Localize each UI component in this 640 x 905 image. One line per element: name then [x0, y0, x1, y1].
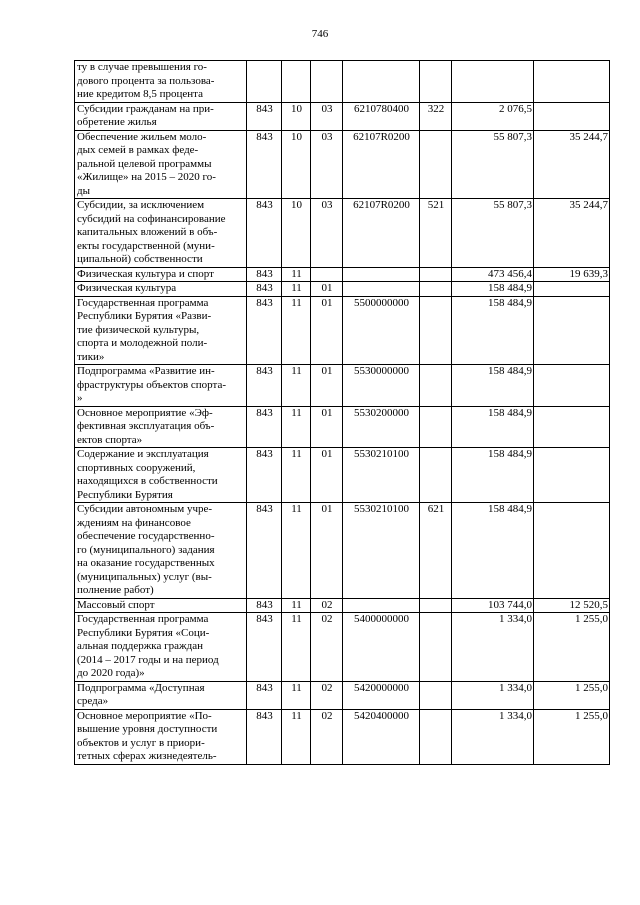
federal-amount-cell: 1 255,0	[534, 613, 610, 682]
ved-cell: 843	[247, 296, 282, 365]
ved-cell: 843	[247, 503, 282, 599]
subsection-cell	[311, 61, 343, 103]
expense-type-cell: 621	[420, 503, 452, 599]
federal-amount-cell: 35 244,7	[534, 199, 610, 268]
section-cell: 11	[282, 598, 311, 613]
ved-cell: 843	[247, 448, 282, 503]
section-cell: 11	[282, 448, 311, 503]
row-name-cell: Подпрограмма «Доступная среда»	[75, 681, 247, 709]
federal-amount-cell	[534, 102, 610, 130]
target-article-cell: 5530210100	[343, 448, 420, 503]
subsection-cell: 01	[311, 365, 343, 407]
target-article-cell: 62107R0200	[343, 199, 420, 268]
target-article-cell: 62107R0200	[343, 130, 420, 199]
target-article-cell	[343, 61, 420, 103]
ved-cell: 843	[247, 681, 282, 709]
section-cell: 11	[282, 267, 311, 282]
table-row	[75, 199, 610, 268]
row-name-cell: Обеспечение жильем моло- дых семей в рамках федe- ральной целевой программы «Жилище» на 2015 – 2020 го- ды	[75, 130, 247, 199]
table-row	[75, 709, 610, 764]
federal-amount-cell: 12 520,5	[534, 598, 610, 613]
amount-cell: 1 334,0	[452, 613, 534, 682]
section-cell: 11	[282, 365, 311, 407]
expense-type-cell	[420, 613, 452, 682]
expense-type-cell	[420, 61, 452, 103]
subsection-cell: 02	[311, 709, 343, 764]
amount-cell: 2 076,5	[452, 102, 534, 130]
subsection-cell: 01	[311, 296, 343, 365]
amount-cell: 158 484,9	[452, 282, 534, 297]
subsection-cell: 02	[311, 598, 343, 613]
amount-cell: 158 484,9	[452, 406, 534, 448]
table-row	[75, 130, 610, 199]
table-row	[75, 406, 610, 448]
subsection-cell: 02	[311, 681, 343, 709]
amount-cell: 158 484,9	[452, 296, 534, 365]
federal-amount-cell	[534, 365, 610, 407]
row-name-cell: Физическая культура	[75, 282, 247, 297]
section-cell: 11	[282, 406, 311, 448]
row-name-cell: ту в случае превышения го- дового процента за пользова- ние кредитом 8,5 процента	[75, 61, 247, 103]
subsection-cell: 01	[311, 503, 343, 599]
section-cell: 11	[282, 282, 311, 297]
section-cell: 11	[282, 681, 311, 709]
section-cell: 10	[282, 102, 311, 130]
ved-cell: 843	[247, 130, 282, 199]
row-name-cell: Государственная программа Республики Бурятия «Соци- альная поддержка граждан (2014 – 2017 годы и на период до 2020 года)»	[75, 613, 247, 682]
subsection-cell: 01	[311, 448, 343, 503]
federal-amount-cell	[534, 503, 610, 599]
row-name-cell: Субсидии гражданам на при- обретение жилья	[75, 102, 247, 130]
target-article-cell: 5530000000	[343, 365, 420, 407]
federal-amount-cell: 1 255,0	[534, 681, 610, 709]
amount-cell: 1 334,0	[452, 709, 534, 764]
amount-cell: 158 484,9	[452, 448, 534, 503]
row-name-cell: Массовый спорт	[75, 598, 247, 613]
ved-cell	[247, 61, 282, 103]
subsection-cell: 03	[311, 102, 343, 130]
federal-amount-cell	[534, 296, 610, 365]
section-cell: 11	[282, 613, 311, 682]
table-row	[75, 365, 610, 407]
ved-cell: 843	[247, 282, 282, 297]
target-article-cell: 5530200000	[343, 406, 420, 448]
federal-amount-cell	[534, 406, 610, 448]
row-name-cell: Подпрограмма «Развитие ин- фраструктуры объектов спорта- »	[75, 365, 247, 407]
subsection-cell	[311, 267, 343, 282]
subsection-cell: 02	[311, 613, 343, 682]
subsection-cell: 03	[311, 199, 343, 268]
row-name-cell: Основное мероприятие «Эф- фективная эксплуатация объ- ектов спорта»	[75, 406, 247, 448]
table-row	[75, 267, 610, 282]
table-row	[75, 296, 610, 365]
federal-amount-cell	[534, 448, 610, 503]
section-cell: 11	[282, 709, 311, 764]
subsection-cell: 03	[311, 130, 343, 199]
subsection-cell: 01	[311, 282, 343, 297]
row-name-cell: Субсидии, за исключением субсидий на софинансирование капитальных вложений в объ- екты государственной (муни- ципальной) собственности	[75, 199, 247, 268]
expense-type-cell	[420, 365, 452, 407]
target-article-cell: 6210780400	[343, 102, 420, 130]
table-row	[75, 448, 610, 503]
amount-cell	[452, 61, 534, 103]
row-name-cell: Содержание и эксплуатация спортивных сооружений, находящихся в собственности Республики Бурятия	[75, 448, 247, 503]
amount-cell: 103 744,0	[452, 598, 534, 613]
table-row	[75, 503, 610, 599]
budget-table	[74, 60, 610, 765]
section-cell: 10	[282, 199, 311, 268]
expense-type-cell	[420, 282, 452, 297]
amount-cell: 1 334,0	[452, 681, 534, 709]
target-article-cell: 5530210100	[343, 503, 420, 599]
expense-type-cell	[420, 296, 452, 365]
ved-cell: 843	[247, 267, 282, 282]
expense-type-cell	[420, 448, 452, 503]
expense-type-cell	[420, 130, 452, 199]
target-article-cell	[343, 267, 420, 282]
section-cell: 11	[282, 296, 311, 365]
amount-cell: 55 807,3	[452, 199, 534, 268]
amount-cell: 158 484,9	[452, 503, 534, 599]
ved-cell: 843	[247, 613, 282, 682]
expense-type-cell	[420, 267, 452, 282]
amount-cell: 158 484,9	[452, 365, 534, 407]
target-article-cell	[343, 598, 420, 613]
amount-cell: 473 456,4	[452, 267, 534, 282]
target-article-cell: 5420400000	[343, 709, 420, 764]
ved-cell: 843	[247, 709, 282, 764]
expense-type-cell	[420, 406, 452, 448]
amount-cell: 55 807,3	[452, 130, 534, 199]
ved-cell: 843	[247, 102, 282, 130]
table-row	[75, 61, 610, 103]
target-article-cell: 5500000000	[343, 296, 420, 365]
table-row	[75, 598, 610, 613]
target-article-cell: 5420000000	[343, 681, 420, 709]
ved-cell: 843	[247, 598, 282, 613]
section-cell: 11	[282, 503, 311, 599]
ved-cell: 843	[247, 365, 282, 407]
ved-cell: 843	[247, 199, 282, 268]
page-number: 746	[311, 28, 329, 40]
federal-amount-cell: 1 255,0	[534, 709, 610, 764]
row-name-cell: Государственная программа Республики Бурятия «Разви- тие физической культуры, спорта и молодежной поли- тики»	[75, 296, 247, 365]
expense-type-cell	[420, 598, 452, 613]
expense-type-cell	[420, 709, 452, 764]
expense-type-cell	[420, 681, 452, 709]
table-row	[75, 102, 610, 130]
table-row	[75, 282, 610, 297]
section-cell	[282, 61, 311, 103]
table-row	[75, 681, 610, 709]
section-cell: 10	[282, 130, 311, 199]
subsection-cell: 01	[311, 406, 343, 448]
row-name-cell: Физическая культура и спорт	[75, 267, 247, 282]
row-name-cell: Субсидии автономным учре- ждениям на финансовое обеспечение государственно- го (муниципального) задания на оказание государственных (муниципальных) услуг (вы- полнение работ)	[75, 503, 247, 599]
federal-amount-cell: 19 639,3	[534, 267, 610, 282]
federal-amount-cell	[534, 61, 610, 103]
row-name-cell: Основное мероприятие «По- вышение уровня доступности объектов и услуг в приори- тетных сферах жизнедеятель-	[75, 709, 247, 764]
ved-cell: 843	[247, 406, 282, 448]
federal-amount-cell: 35 244,7	[534, 130, 610, 199]
target-article-cell	[343, 282, 420, 297]
target-article-cell: 5400000000	[343, 613, 420, 682]
expense-type-cell: 322	[420, 102, 452, 130]
federal-amount-cell	[534, 282, 610, 297]
expense-type-cell: 521	[420, 199, 452, 268]
table-row	[75, 613, 610, 682]
